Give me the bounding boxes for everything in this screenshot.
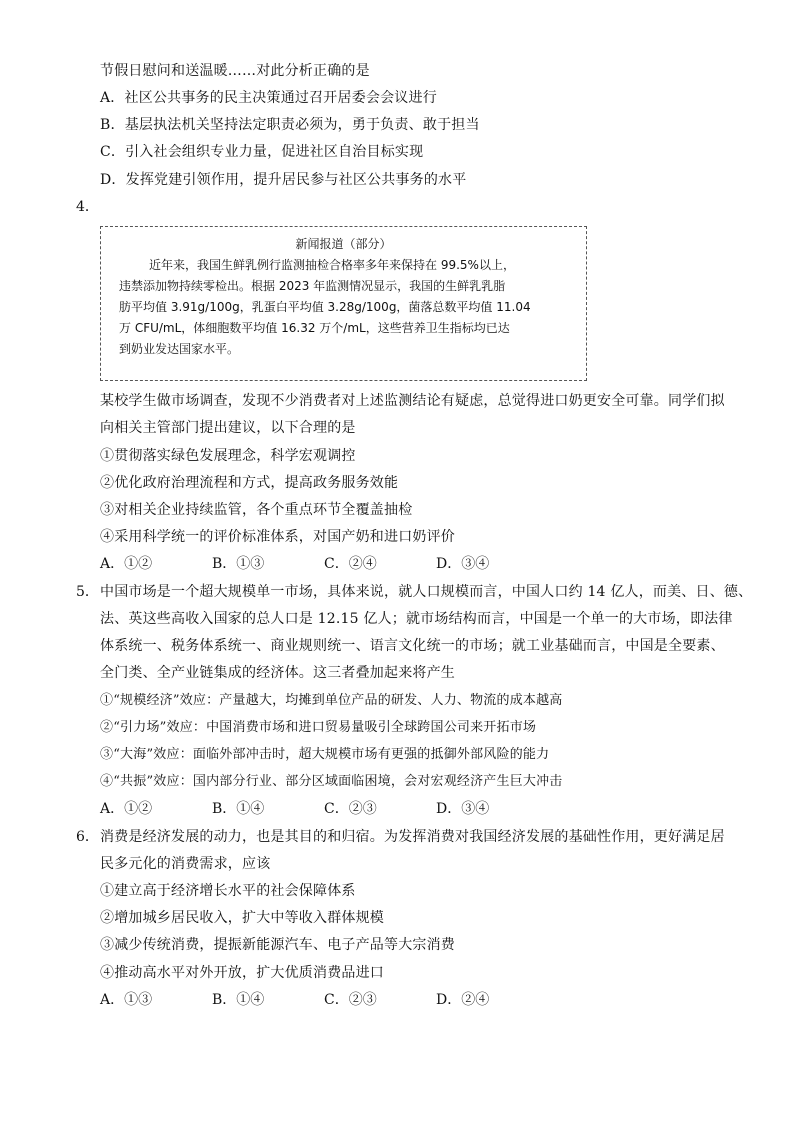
q6-choice-b: B．①④ [212, 992, 265, 1008]
q5-item-3: ③“大海”效应：面临外部冲击时，超大规模市场有更强的抵御外部风险的能力 [100, 747, 550, 762]
q5-choice-c: C．②③ [324, 801, 377, 817]
news-line: 近年来，我国生鲜乳例行监测抽检合格率多年来保持在 99.5%以上， [149, 258, 515, 272]
q6-item-4: ④推动高水平对外开放，扩大优质消费品进口 [100, 965, 384, 981]
q5-choice-d: D．③④ [436, 801, 490, 817]
q4-item-4: ④采用科学统一的评价标准体系，对国产奶和进口奶评价 [100, 529, 455, 545]
q3-option-c: C．引入社会组织专业力量，促进社区自治目标实现 [100, 144, 424, 160]
q3-option-b: B．基层执法机关坚持法定职责必须为，勇于负责、敢于担当 [100, 117, 480, 133]
news-line: 肪平均值 3.91g/100g，乳蛋白平均值 3.28g/100g，菌落总数平均值 11.04 [119, 300, 531, 314]
q6-choices [100, 990, 548, 1010]
q5-stem-line: 全门类、全产业链集成的经济体。这三者叠加起来将产生 [100, 665, 455, 681]
q5-item-4: ④“共振”效应：国内部分行业、部分区域面临困境，会对宏观经济产生巨大冲击 [100, 774, 563, 789]
news-line: 违禁添加物持续零检出。根据 2023 年监测情况显示，我国的生鲜乳乳脂 [119, 279, 506, 293]
q4-item-1: ①贯彻落实绿色发展理念，科学宏观调控 [100, 448, 356, 464]
q6-number: 6． [76, 829, 99, 845]
q4-choices [100, 554, 548, 574]
news-report-title: 新闻报道（部分） [295, 237, 392, 251]
q6-item-2: ②增加城乡居民收入，扩大中等收入群体规模 [100, 910, 384, 926]
q5-item-2: ②“引力场”效应：中国消费市场和进口贸易量吸引全球跨国公司来开拓市场 [100, 720, 537, 735]
q5-number: 5． [76, 584, 99, 600]
news-report-box [100, 226, 587, 381]
q5-stem-line: 法、英这些高收入国家的总人口是 12.15 亿人；就市场结构而言，中国是一个单一的大市场，即法律 [100, 611, 733, 627]
q5-item-1: ①“规模经济”效应：产量越大，均摊到单位产品的研发、人力、物流的成本越高 [100, 693, 563, 708]
q6-stem-line: 民多元化的消费需求，应该 [100, 856, 271, 872]
q6-item-3: ③减少传统消费，提振新能源汽车、电子产品等大宗消费 [100, 937, 455, 953]
q6-item-1: ①建立高于经济增长水平的社会保障体系 [100, 883, 356, 899]
q3-option-d: D．发挥党建引领作用，提升居民参与社区公共事务的水平 [100, 172, 467, 188]
q5-stem-line: 体系统一、税务体系统一、商业规则统一、语言文化统一的市场；就工业基础而言，中国是全要素、 [100, 638, 725, 654]
q4-choice-b: B．①③ [212, 556, 265, 572]
q4-stem-line: 向相关主管部门提出建议，以下合理的是 [100, 420, 356, 436]
q4-choice-d: D．③④ [436, 556, 490, 572]
q4-choice-c: C．②④ [324, 556, 377, 572]
q6-choice-a: A．①③ [100, 992, 153, 1008]
q6-choice-c: C．②③ [324, 992, 377, 1008]
q4-stem-line: 某校学生做市场调查，发现不少消费者对上述监测结论有疑虑，总觉得进口奶更安全可靠。同学们拟 [100, 393, 725, 409]
q4-item-3: ③对相关企业持续监管，各个重点环节全覆盖抽检 [100, 502, 413, 518]
q5-choices [100, 799, 548, 819]
q5-stem-line: 中国市场是一个超大规模单一市场，具体来说，就人口规模而言，中国人口约 14 亿人，而美、日、德、 [100, 584, 753, 600]
news-line: 万 CFU/mL，体细胞数平均值 16.32 万个/mL，这些营养卫生指标均已达 [119, 321, 510, 335]
q4-item-2: ②优化政府治理流程和方式，提高政务服务效能 [100, 475, 399, 491]
q6-choice-d: D．②④ [436, 992, 490, 1008]
q4-choice-a: A．①② [100, 556, 153, 572]
q4-number: 4． [76, 199, 99, 215]
q3-option-a: A．社区公共事务的民主决策通过召开居委会会议进行 [100, 90, 437, 106]
q3-stem-tail: 节假日慰问和送温暖……对此分析正确的是 [100, 63, 370, 79]
q5-choice-b: B．①④ [212, 801, 265, 817]
news-line: 到奶业发达国家水平。 [119, 342, 240, 356]
q6-stem-line: 消费是经济发展的动力，也是其目的和归宿。为发挥消费对我国经济发展的基础性作用，更好满足居 [100, 829, 725, 845]
q5-choice-a: A．①② [100, 801, 153, 817]
